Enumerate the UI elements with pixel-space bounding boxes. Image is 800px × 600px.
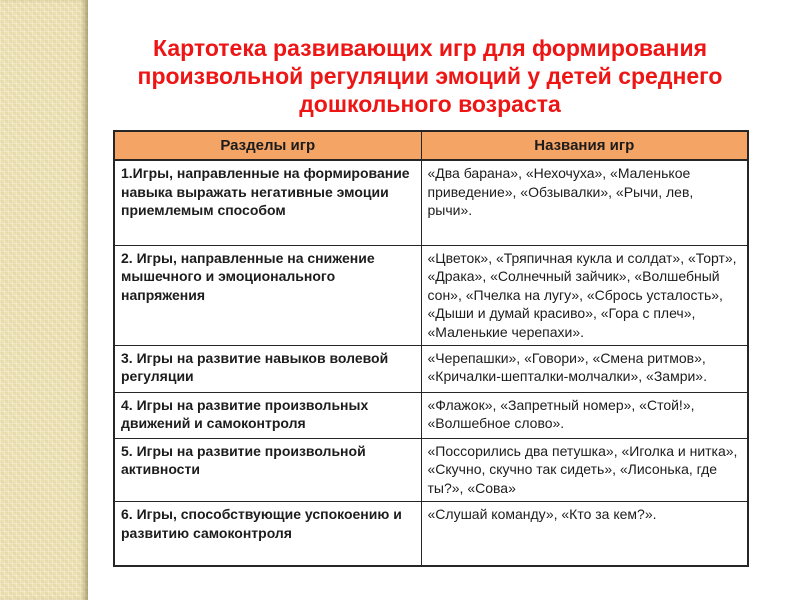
table-header-row [114, 131, 748, 160]
games-cell: «Флажок», «Запретный номер», «Стой!», «Волшебное слово». [421, 392, 748, 438]
section-cell: 3. Игры на развитие навыков волевой регуляции [114, 345, 421, 392]
table-row [114, 160, 748, 245]
column-header-names: Названия игр [421, 131, 748, 160]
section-cell: 2. Игры, направленные на снижение мышечного и эмоционального напряжения [114, 245, 421, 345]
section-cell: 6. Игры, способствующие успокоению и развитию самоконтроля [114, 502, 421, 566]
slide-content [88, 0, 800, 600]
slide-title: Картотека развивающих игр для формирования произвольной регуляции эмоций у детей среднего дошкольного возраста [137, 35, 723, 118]
games-cell: «Цветок», «Тряпичная кукла и солдат», «Торт», «Драка», «Солнечный зайчик», «Волшебный сон», «Пчелка на лугу», «Сбрось усталость», «Дыши и думай красиво», «Гора с плеч», «Маленькие черепахи». [421, 245, 748, 345]
games-cell: «Поссорились два петушка», «Иголка и нитка», «Скучно, скучно так сидеть», «Лисонька, где ты?», «Сова» [421, 438, 748, 501]
games-cell: «Черепашки», «Говори», «Смена ритмов», «Кричалки-шепталки-молчалки», «Замри». [421, 345, 748, 392]
table-row [114, 502, 748, 566]
section-cell: 4. Игры на развитие произвольных движений и самоконтроля [114, 392, 421, 438]
table-row [114, 245, 748, 345]
games-catalog-table [113, 130, 749, 567]
table-row [114, 392, 748, 438]
games-cell: «Слушай команду», «Кто за кем?». [421, 502, 748, 566]
section-cell: 5. Игры на развитие произвольной активности [114, 438, 421, 501]
section-cell: 1.Игры, направленные на формирование навыка выражать негативные эмоции приемлемым способом [114, 160, 421, 245]
table-row [114, 345, 748, 392]
column-header-sections: Разделы игр [114, 131, 421, 160]
left-decorative-band [0, 0, 88, 600]
table-row [114, 438, 748, 501]
games-cell: «Два барана», «Нехочуха», «Маленькое приведение», «Обзывалки», «Рычи, лев, рычи». [421, 160, 748, 245]
